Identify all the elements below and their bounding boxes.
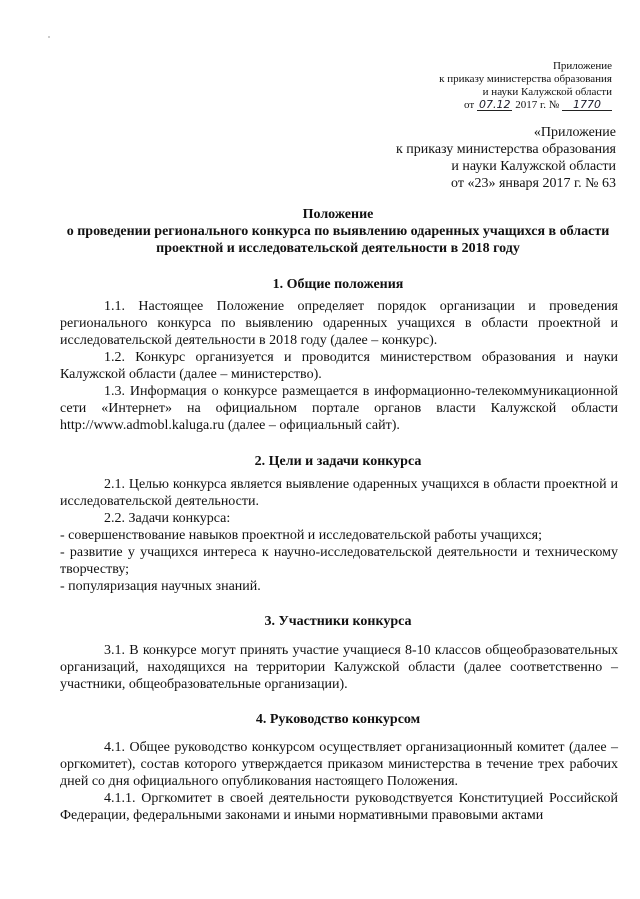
bullet-2-1: - совершенствование навыков проектной и исследовательской работы учащихся; bbox=[60, 528, 542, 543]
section-1-body bbox=[60, 298, 618, 434]
paragraph-1-3: 1.3. Информация о конкурсе размещается в информационно-телекоммуникационной сети «Интернет» на официальном портале органов власти Калужской области http://www.admobl.kaluga.ru (далее – официальный сайт). bbox=[60, 384, 618, 433]
paragraph-4-1: 4.1. Общее руководство конкурсом осуществляет организационный комитет (далее – оргкомитет), состав которого утверждается приказом министерства в течение трех рабочих дней со дня официального опубликования настоящего Положения. bbox=[60, 740, 618, 789]
paragraph-3-1: 3.1. В конкурсе могут принять участие учащиеся 8-10 классов общеобразовательных организаций, находящихся на территории Калужской области (далее соответственно – участники, общеобразовательные организации). bbox=[60, 643, 618, 692]
paragraph-2-1: 2.1. Целью конкурса является выявление одаренных учащихся в области проектной и исследовательской деятельности. bbox=[60, 477, 618, 509]
section-4-body bbox=[60, 739, 618, 824]
paragraph-1-1: 1.1. Настоящее Положение определяет порядок организации и проведения регионального конкурса по выявлению одаренных учащихся в области проектной и исследовательской деятельности в 2018 году (далее – конкурс). bbox=[60, 299, 618, 348]
document-title bbox=[60, 206, 616, 257]
date-prefix: от bbox=[464, 99, 475, 111]
paragraph-2-2: 2.2. Задачи конкурса: bbox=[104, 511, 231, 526]
section-1-heading: 1. Общие положения bbox=[272, 277, 404, 292]
annex-main-block bbox=[396, 124, 616, 192]
bullet-2-2: - развитие у учащихся интереса к научно-исследовательской деятельности и техническому творчеству; bbox=[60, 545, 618, 577]
annex-top-date-line bbox=[439, 99, 612, 112]
annex-main-line1: «Приложение bbox=[533, 125, 616, 140]
scan-artifact bbox=[48, 36, 50, 38]
section-4-heading: 4. Руководство конкурсом bbox=[255, 712, 421, 727]
annex-top-line1: Приложение bbox=[552, 60, 612, 72]
annex-main-line2: к приказу министерства образования bbox=[395, 142, 616, 157]
title-line1: Положение bbox=[302, 207, 374, 222]
date-suffix: 2017 г. № bbox=[515, 99, 560, 111]
annex-top-block bbox=[439, 60, 612, 112]
annex-top-line2: к приказу министерства образования bbox=[439, 73, 612, 85]
annex-main-line4: от «23» января 2017 г. № 63 bbox=[451, 176, 616, 191]
handwritten-number: 1770 bbox=[562, 99, 612, 111]
section-2-heading: 2. Цели и задачи конкурса bbox=[254, 454, 422, 469]
annex-top-line3: и науки Калужской области bbox=[482, 86, 612, 98]
section-3-heading: 3. Участники конкурса bbox=[264, 614, 412, 629]
annex-main-line3: и науки Калужской области bbox=[451, 159, 616, 174]
paragraph-1-2: 1.2. Конкурс организуется и проводится министерством образования и науки Калужской области (далее – министерство). bbox=[60, 350, 618, 382]
title-line2: о проведении регионального конкурса по выявлению одаренных учащихся в области bbox=[66, 224, 610, 239]
section-2-body bbox=[60, 476, 618, 595]
handwritten-date: 07.12 bbox=[478, 98, 511, 111]
section-3-body bbox=[60, 642, 618, 693]
bullet-2-3: - популяризация научных знаний. bbox=[60, 579, 261, 594]
paragraph-4-1-1: 4.1.1. Оргкомитет в своей деятельности руководствуется Конституцией Российской Федерации, федеральными законами и иными нормативными правовыми актами bbox=[60, 791, 618, 823]
title-line3: проектной и исследовательской деятельности в 2018 году bbox=[156, 241, 520, 256]
